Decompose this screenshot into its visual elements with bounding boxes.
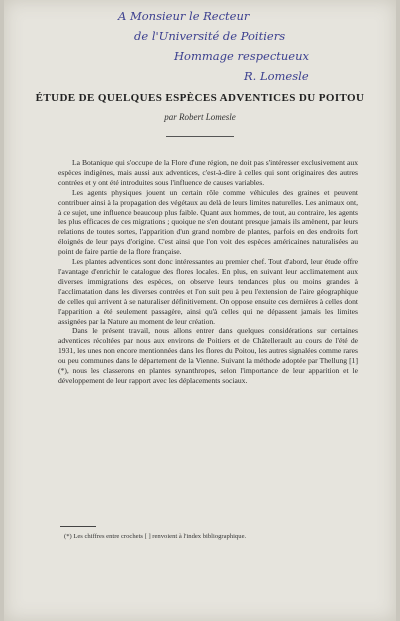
footnote-separator — [60, 526, 96, 527]
article-author: par Robert Lomesle — [164, 112, 236, 122]
dedication-signature: R. Lomesle — [244, 69, 309, 83]
body-paragraph: La Botanique qui s'occupe de la Flore d'une région, ne doit pas s'intéresser exclusivement aux espèces indigènes, mais aussi aux adventices, c'est-à-dire à celles qui sont originaires des autres contrées et y ont été introduites sous l'influence de causes variables. — [58, 158, 358, 187]
title-rule — [166, 136, 234, 137]
body-paragraph: Dans le présent travail, nous allons entrer dans quelques considérations sur certaines adventices récoltées par nous aux environs de Poitiers et de Châtellerault au cours de l'été de 1931, les unes non encore mentionnées dans les flores du Poitou, les autres signalées comme rares ou peu communes dans le département de la Vienne. Suivant la méthode adoptée par Thellung [1] (*), nous les classerons en plantes synanthropes, selon l'importance de leur apparition et le développement de leur rapport avec les déplacements sociaux. — [58, 326, 358, 385]
article-title: ÉTUDE DE QUELQUES ESPÈCES ADVENTICES DU POITOU — [35, 92, 365, 104]
dedication-line: A Monsieur le Recteur — [118, 9, 250, 23]
footnote: (*) Les chiffres entre crochets [ ] renvoient à l'index bibliographique. — [64, 533, 247, 540]
body-paragraph: Les plantes adventices sont donc intéressantes au premier chef. Tout d'abord, leur étude offre l'avantage d'enrichir le catalogue des flores locales. En plus, en suivant leur acclimatement aux diverses immigrations des espèces, on observe leurs tendances plus ou moins grandes à l'acclimatation dans les diverses contrées et l'on suit peu à peu l'extension de l'aire géographique de celles qui arrivent à se naturaliser définitivement. On oppose ensuite ces dernières à celles dont l'apparition a été seulement passagère, ainsi qu'à celles qui ne dépassent jamais les limites assignées par la Nature au moment de leur création. — [58, 257, 358, 326]
handwritten-dedication — [94, 6, 394, 86]
dedication-line: de l'Université de Poitiers — [134, 29, 286, 43]
body-paragraph: Les agents physiques jouent un certain rôle comme véhicules des graines et peuvent contribuer ainsi à la propagation des végétaux au delà de leurs limites naturelles. Les animaux ont, à ce sujet, une influence beaucoup plus faible. Quant aux hommes, de tout, au contraire, les agents les plus efficaces de ces migrations ; quoique ne s'en doutant presque jamais ils amènent, par leurs relations de toutes sortes, l'apparition d'un grand nombre de plantes, parfois en des endroits fort éloignés de leur pays d'origine. C'est ainsi que l'on voit des espèces américaines naturalisées au point de faire partie de la flore française. — [58, 187, 358, 257]
dedication-line: Hommage respectueux — [174, 49, 309, 63]
article-body — [58, 158, 358, 386]
